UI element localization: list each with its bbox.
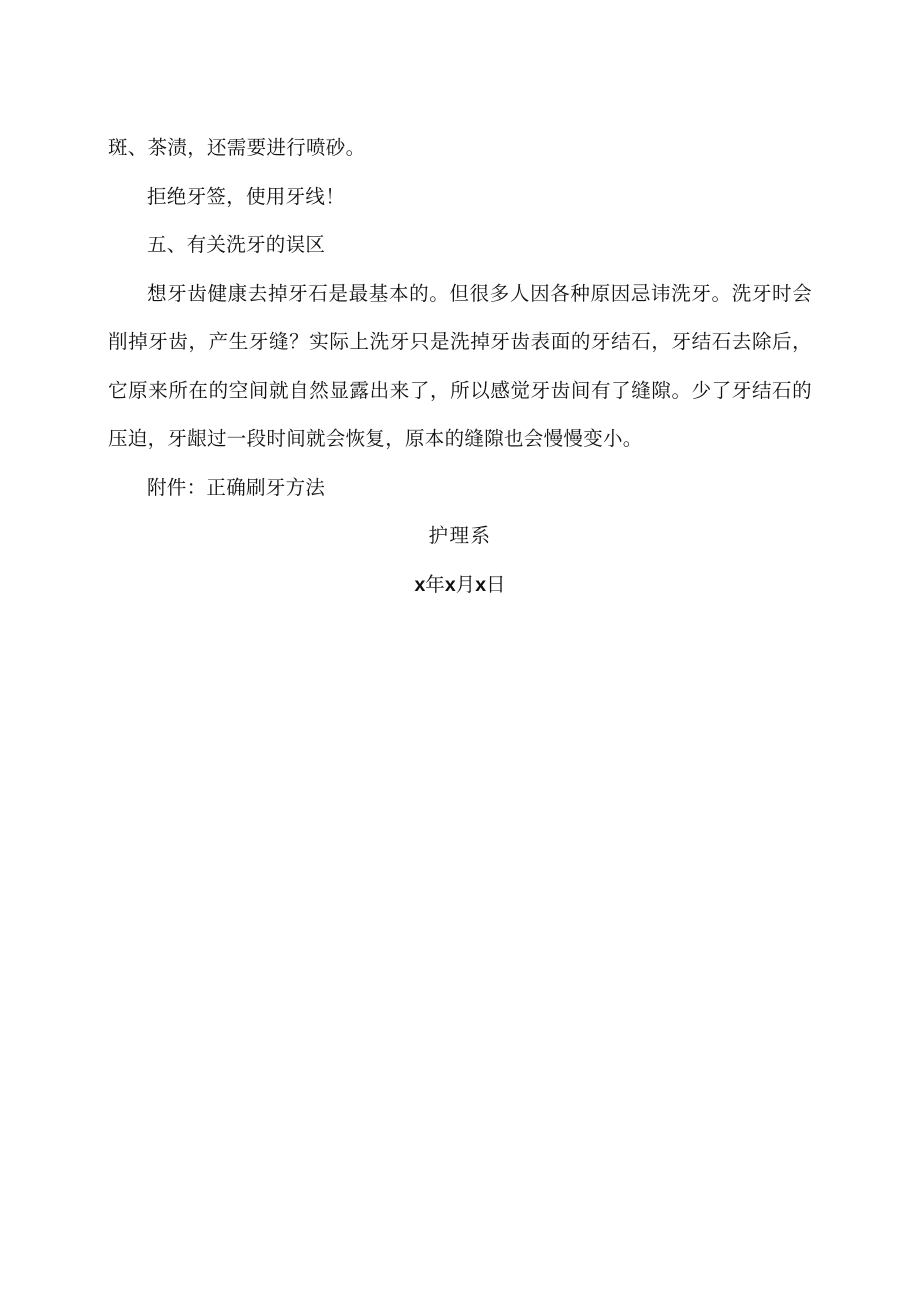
date-year-suffix: 年 — [425, 572, 445, 596]
date-day-placeholder: x — [475, 573, 487, 596]
date-month-suffix: 月 — [455, 572, 476, 596]
paragraph-floss: 拒绝牙签，使用牙线！ — [147, 184, 346, 208]
paragraph-continuation: 斑、茶渍，还需要进行喷砂。 — [108, 136, 366, 159]
paragraph-misconception: 想牙齿健康去掉牙石是最基本的。但很多人因各种原因忌讳洗牙。洗牙时会削掉牙齿，产生牙缝？实际上洗牙只是洗掉牙齿表面的牙结石，牙结石去除后，它原来所在的空间就自然显露出来了，所以感觉牙齿间有了缝隙。少了牙结石的压迫，牙龈过一段时间就会恢复，原本的缝隙也会慢慢变小。 — [108, 281, 812, 450]
date-year-placeholder: x — [414, 573, 426, 596]
date-month-placeholder: x — [444, 573, 456, 596]
attachment-line: 附件：正确刷牙方法 — [147, 475, 326, 499]
signature-department: 护理系 — [428, 524, 492, 547]
document-body — [108, 124, 812, 609]
section-heading: 五、有关洗牙的误区 — [147, 233, 326, 256]
signature-date — [108, 561, 812, 610]
date-day-suffix: 日 — [486, 572, 506, 596]
